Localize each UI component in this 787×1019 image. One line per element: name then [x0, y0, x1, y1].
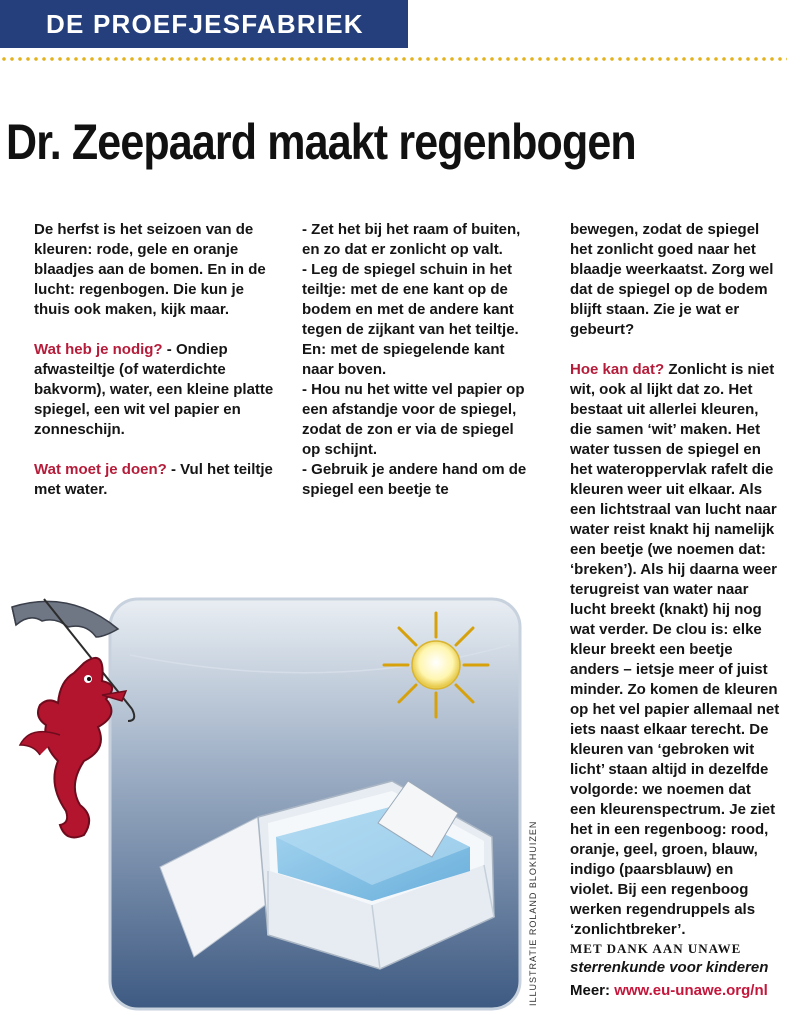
header-banner [0, 0, 408, 48]
thanks-title: MET DANK AAN UNAWE [570, 941, 742, 956]
page-title: Dr. Zeepaard maakt regenbogen [6, 114, 636, 170]
website-link[interactable]: www.eu-unawe.org/nl [614, 982, 768, 999]
thanks-subtitle: sterrenkunde voor kinderen [570, 959, 769, 976]
needs-label: Wat heb je nodig? [34, 341, 163, 358]
more-label: Meer: [570, 982, 615, 999]
dotted-divider [0, 56, 787, 62]
article-column-1 [34, 220, 274, 500]
intro-paragraph: De herfst is het seizoen van de kleuren: rode, gele en oranje blaadjes aan de bomen. En in de lucht: regenbogen. Die kun je thuis ook maken, kijk maar. [34, 221, 266, 318]
steps-text: - Vul het teiltje met water. [34, 461, 273, 498]
steps-paragraph [34, 460, 274, 500]
step-mirror: - Leg de spiegel schuin in het teiltje: met de ene kant op de bodem en met de andere kant tegen de zijkant van het teiltje. En: met de spiegelende kant naar boven. [302, 261, 519, 378]
explanation-paragraph [570, 360, 780, 940]
needs-paragraph [34, 340, 274, 440]
experiment-illustration [0, 585, 540, 1019]
article-column-2 [302, 220, 532, 500]
steps-label: Wat moet je doen? [34, 461, 167, 478]
step-window: - Zet het bij het raam of buiten, en zo dat er zonlicht op valt. [302, 221, 521, 258]
article-column-3 [570, 220, 780, 978]
more-info [570, 982, 768, 999]
needs-text: - Ondiep afwasteiltje (of waterdichte bakvorm), water, een kleine platte spiegel, een wit vel papier en zonneschijn. [34, 341, 274, 438]
illustration-credit: ILLUSTRATIE ROLAND BLOKHUIZEN [528, 820, 538, 1006]
explanation-text: Zonlicht is niet wit, ook al lijkt dat zo. Het bestaat uit allerlei kleuren, die samen ‘wit’ maken. Het water tussen de spiegel en het wateroppervlak rafelt die kleuren weer uit elkaar. Als een lichtstraal van lucht naar water reist knakt hij namelijk een beetje (we noemen dat: ‘breken’). Als hij daarna weer terugreist van water naar lucht breekt (knakt) hij nog wat verder. De clou is: elke kleur breekt een beetje anders – ietsje meer of juist minder. Zo komen de kleuren op het vel papier allemaal net iets naast elkaar terecht. De kleuren van ‘gebroken wit licht’ staan altijd in dezelfde volgorde: we noemen dat een kleurenspectrum. Je ziet het in een regenboog: rood, oranje, geel, groen, blauw, indigo (paarsblauw) en violet. Bij een regenboog werken regendruppels als ‘zonlichtbreker’. [570, 361, 780, 938]
step-hand: - Gebruik je andere hand om de spiegel een beetje te [302, 461, 527, 498]
step-paper: - Hou nu het witte vel papier op een afstandje voor de spiegel, zodat de zon er via de spiegel op schijnt. [302, 381, 525, 458]
step-move: bewegen, zodat de spiegel het zonlicht goed naar het blaadje weerkaatst. Zorg wel dat de spiegel op de bodem blijft staan. Zie je wat er gebeurt? [570, 221, 774, 338]
explanation-label: Hoe kan dat? [570, 361, 665, 378]
section-title: DE PROEFJESFABRIEK [46, 9, 364, 39]
sun-icon [384, 613, 488, 717]
